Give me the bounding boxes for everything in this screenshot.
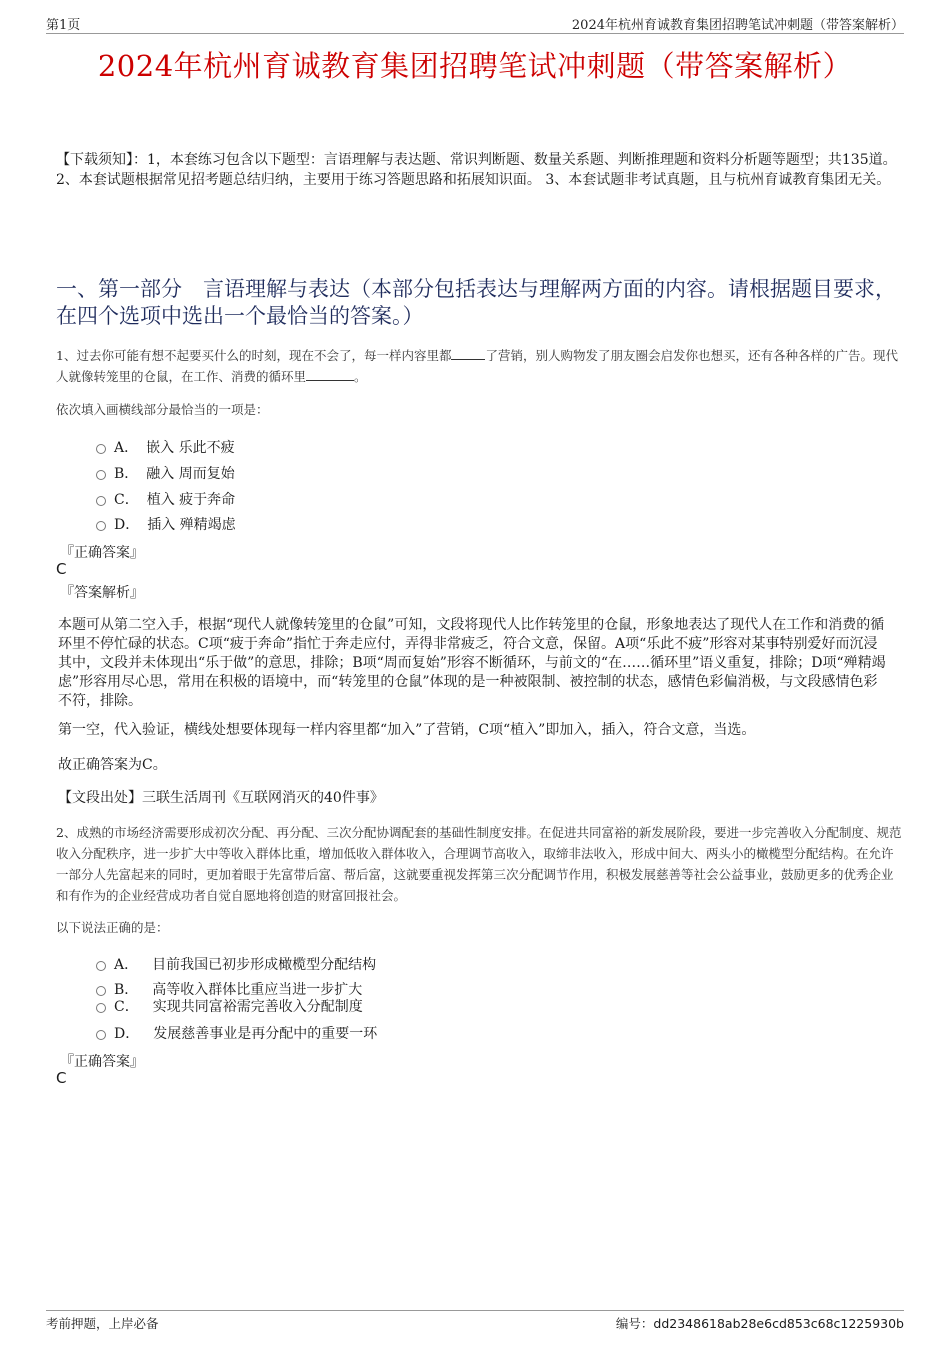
answer-value: C — [56, 1069, 67, 1087]
running-title: 2024年杭州育诚教育集团招聘笔试冲刺题（带答案解析） — [571, 18, 904, 33]
footer-code — [616, 1314, 904, 1332]
question-1-stem — [56, 345, 902, 387]
radio-icon[interactable] — [96, 1003, 106, 1013]
code-label: 编号： — [615, 1316, 654, 1331]
q2-option-d[interactable] — [96, 1023, 377, 1043]
option-text: 插入 殚精竭虑 — [147, 517, 236, 533]
answer-label: 『正确答案』 — [60, 545, 144, 561]
radio-icon[interactable] — [96, 986, 106, 996]
option-letter: D． — [114, 517, 140, 533]
option-text: 融入 周而复始 — [146, 466, 235, 482]
footer-slogan: 考前押题，上岸必备 — [46, 1316, 159, 1331]
radio-icon[interactable] — [96, 444, 106, 454]
q1-option-a[interactable] — [96, 437, 235, 457]
code-value: dd2348618ab28e6cd853c68c1225930b — [653, 1316, 904, 1331]
q1-option-c[interactable] — [96, 489, 235, 509]
header-divider — [46, 33, 904, 34]
q2-option-a[interactable] — [96, 954, 376, 974]
option-text: 目前我国已初步形成橄榄型分配结构 — [152, 957, 377, 973]
analysis-paragraph-3: 故正确答案为C。 — [58, 757, 167, 773]
option-text: 植入 疲于奔命 — [146, 492, 236, 508]
option-letter: B． — [114, 466, 139, 482]
option-letter: C． — [114, 492, 139, 508]
page-number: 第1页 — [46, 18, 81, 33]
radio-icon[interactable] — [96, 470, 106, 480]
document-title: 2024年杭州育诚教育集团招聘笔试冲刺题（带答案解析） — [97, 49, 853, 83]
option-letter: D． — [114, 1026, 140, 1042]
analysis-source: 【文段出处】三联生活周刊《互联网消灭的40件事》 — [58, 790, 384, 806]
analysis-label: 『答案解析』 — [60, 585, 144, 601]
answer-blank — [451, 347, 485, 360]
analysis-paragraph-2: 第一空，代入验证，横线处想要体现每一样内容里都“加入”了营销，C项“植入”即加入，插入，符合文意，当选。 — [58, 722, 756, 738]
question-1-text-c: 。 — [354, 369, 367, 384]
radio-icon[interactable] — [96, 1030, 106, 1040]
answer-value: C — [56, 560, 67, 578]
section-heading: 一、第一部分 言语理解与表达（本部分包括表达与理解两方面的内容。请根据题目要求，在四个选项中选出一个最恰当的答案。） — [56, 277, 896, 328]
option-text: 嵌入 乐此不疲 — [146, 440, 235, 456]
question-1-text-a: 1、过去你可能有想不起要买什么的时刻，现在不会了，每一样内容里都 — [56, 348, 452, 363]
footer-divider — [46, 1310, 904, 1311]
question-1-text-b: 了营销，别人购物发了朋友圈会启发你也想买，还有各种各样的广告。现代人就像转笼里的仓鼠，在工作、消费的循环里 — [56, 348, 898, 384]
q1-option-b[interactable] — [96, 463, 235, 483]
answer-label: 『正确答案』 — [60, 1054, 144, 1070]
radio-icon[interactable] — [96, 521, 106, 531]
option-text: 发展慈善事业是再分配中的重要一环 — [153, 1026, 378, 1042]
option-letter: C． — [114, 999, 139, 1015]
analysis-paragraph-1: 本题可从第二空入手，根据“现代人就像转笼里的仓鼠”可知，文段将现代人比作转笼里的仓鼠，形象地表达了现代人在工作和消费的循环里不停忙碌的状态。C项“疲于奔命”指忙于奔走应付，弄得非常疲乏，符合文意，保留。A项“乐此不疲”形容对某事特别爱好而沉浸其中，文段并未体现出“乐于做”的意思，排除；B项“周而复始”形容不断循环，与前文的“在……循环里”语义重复，排除；D项“殚精竭虑”形容用尽心思，常用在积极的语境中，而“转笼里的仓鼠”体现的是一种被限制、被控制的状态，感情色彩偏消极，与文段感情色彩不符，排除。 — [58, 617, 886, 709]
question-2-stem: 2、成熟的市场经济需要形成初次分配、再分配、三次分配协调配套的基础性制度安排。在促进共同富裕的新发展阶段，要进一步完善收入分配制度、规范收入分配秩序，进一步扩大中等收入群体比重，增加低收入群体收入，合理调节高收入，取缔非法收入，形成中间大、两头小的橄榄型分配结构。在允许一部分人先富起来的同时，更加着眼于先富带后富、帮后富，这就要重视发挥第三次分配调节作用，积极发展慈善等社会公益事业，鼓励更多的优秀企业和有作为的企业经营成功者自觉自愿地将创造的财富回报社会。 — [56, 825, 902, 903]
question-2-prompt: 以下说法正确的是： — [56, 920, 169, 935]
option-text: 高等收入群体比重应当进一步扩大 — [152, 982, 363, 998]
q1-option-d[interactable] — [96, 514, 236, 534]
question-1-prompt: 依次填入画横线部分最恰当的一项是： — [56, 402, 269, 417]
radio-icon[interactable] — [96, 961, 106, 971]
option-letter: B． — [114, 982, 139, 998]
q2-option-c[interactable] — [96, 996, 363, 1016]
download-notice: 【下载须知】：1，本套练习包含以下题型：言语理解与表达题、常识判断题、数量关系题、判断推理题和资料分析题等题型；共135道。 2、本套试题根据常见招考题总结归纳，主要用于练习答题思路和拓展知识面。 3、本套试题非考试真题，且与杭州育诚教育集团无关。 — [56, 152, 897, 188]
option-letter: A． — [114, 440, 139, 456]
option-letter: A． — [114, 957, 139, 973]
answer-blank — [306, 368, 354, 381]
radio-icon[interactable] — [96, 496, 106, 506]
option-text: 实现共同富裕需完善收入分配制度 — [152, 999, 363, 1015]
